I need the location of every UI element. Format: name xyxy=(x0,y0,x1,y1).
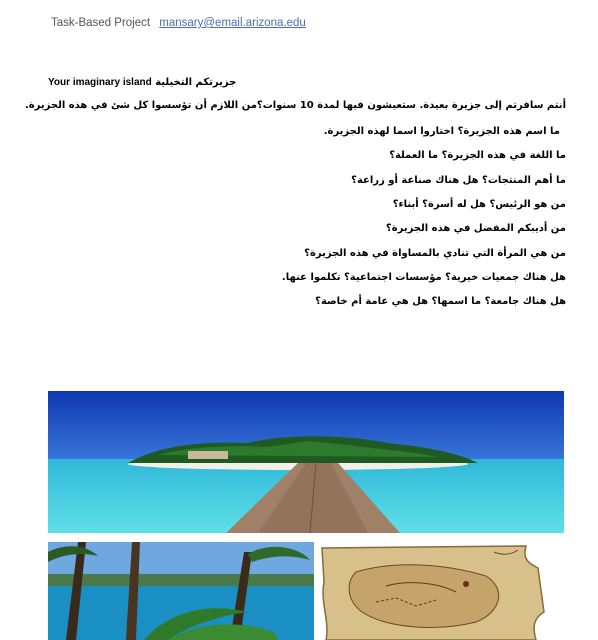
island-photo xyxy=(48,391,564,533)
title-english: Your imaginary island xyxy=(48,77,152,88)
question-item: من هو الرئيس؟ هل له أسرة؟ أبناء؟ xyxy=(392,199,566,210)
question-item: من أديبكم المفضل في هذه الجزيرة؟ xyxy=(385,223,566,234)
question-item: هل هناك جامعة؟ ما اسمها؟ هل هي عامة أم خاصة؟ xyxy=(315,296,566,307)
project-label: Task-Based Project xyxy=(51,17,151,29)
palm-photo xyxy=(48,542,314,640)
page-header xyxy=(51,17,306,29)
question-item: ما اسم هذه الجزيرة؟ اختاروا اسما لهذه الجزيرة. xyxy=(323,126,560,137)
email-link[interactable]: mansary@email.arizona.edu xyxy=(159,17,306,29)
question-item: ما أهم المنتجات؟ هل هناك صناعة أو زراعة؟ xyxy=(351,175,566,186)
treasure-map-photo xyxy=(316,542,566,640)
intro-text: أنتم سافرتم إلى جزيرة بعيدة. ستعيشون فيها لمدة 10 سنوات؟من اللازم أن تؤسسوا كل شئ في هذه الجزيرة. xyxy=(24,100,566,111)
page-title xyxy=(48,77,236,88)
title-arabic: جزيرتكم التخيلية xyxy=(155,77,237,88)
question-item: ما اللغة في هذه الجزيرة؟ ما العملة؟ xyxy=(389,150,566,161)
question-item: هل هناك جمعيات خيرية؟ مؤسسات اجتماعية؟ تكلموا عنها. xyxy=(281,272,566,283)
question-item: من هي المرأة التي تنادي بالمساواة في هذه الجزيرة؟ xyxy=(304,248,566,259)
